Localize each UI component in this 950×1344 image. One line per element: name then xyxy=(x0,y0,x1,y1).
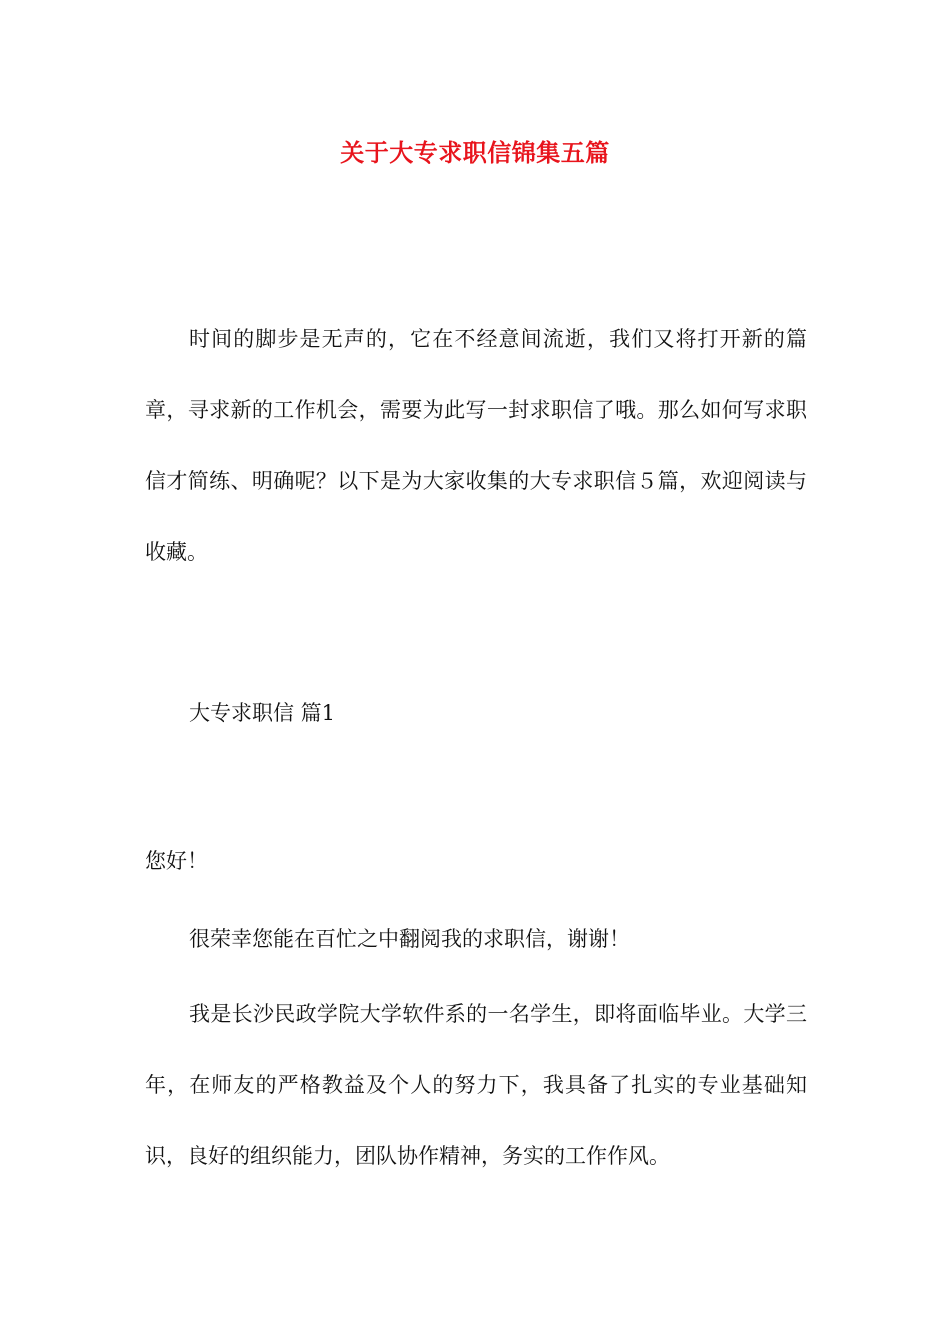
body-paragraph: 我是长沙民政学院大学软件系的一名学生，即将面临毕业。大学三年，在师友的严格教益及个人的努力下，我具备了扎实的专业基础知识，良好的组织能力，团队协作精神，务实的工作作风。 xyxy=(145,1002,807,1168)
greeting: 您好！ xyxy=(145,849,208,873)
section-heading: 大专求职信 篇1 xyxy=(189,701,336,725)
document-title: 关于大专求职信锦集五篇 xyxy=(340,138,610,167)
intro-paragraph: 时间的脚步是无声的，它在不经意间流逝，我们又将打开新的篇章，寻求新的工作机会，需要为此写一封求职信了哦。那么如何写求职信才简练、明确呢？以下是为大家收集的大专求职信５篇，欢迎阅读与收藏。 xyxy=(145,327,807,564)
body-paragraph: 很荣幸您能在百忙之中翻阅我的求职信，谢谢！ xyxy=(189,927,630,951)
